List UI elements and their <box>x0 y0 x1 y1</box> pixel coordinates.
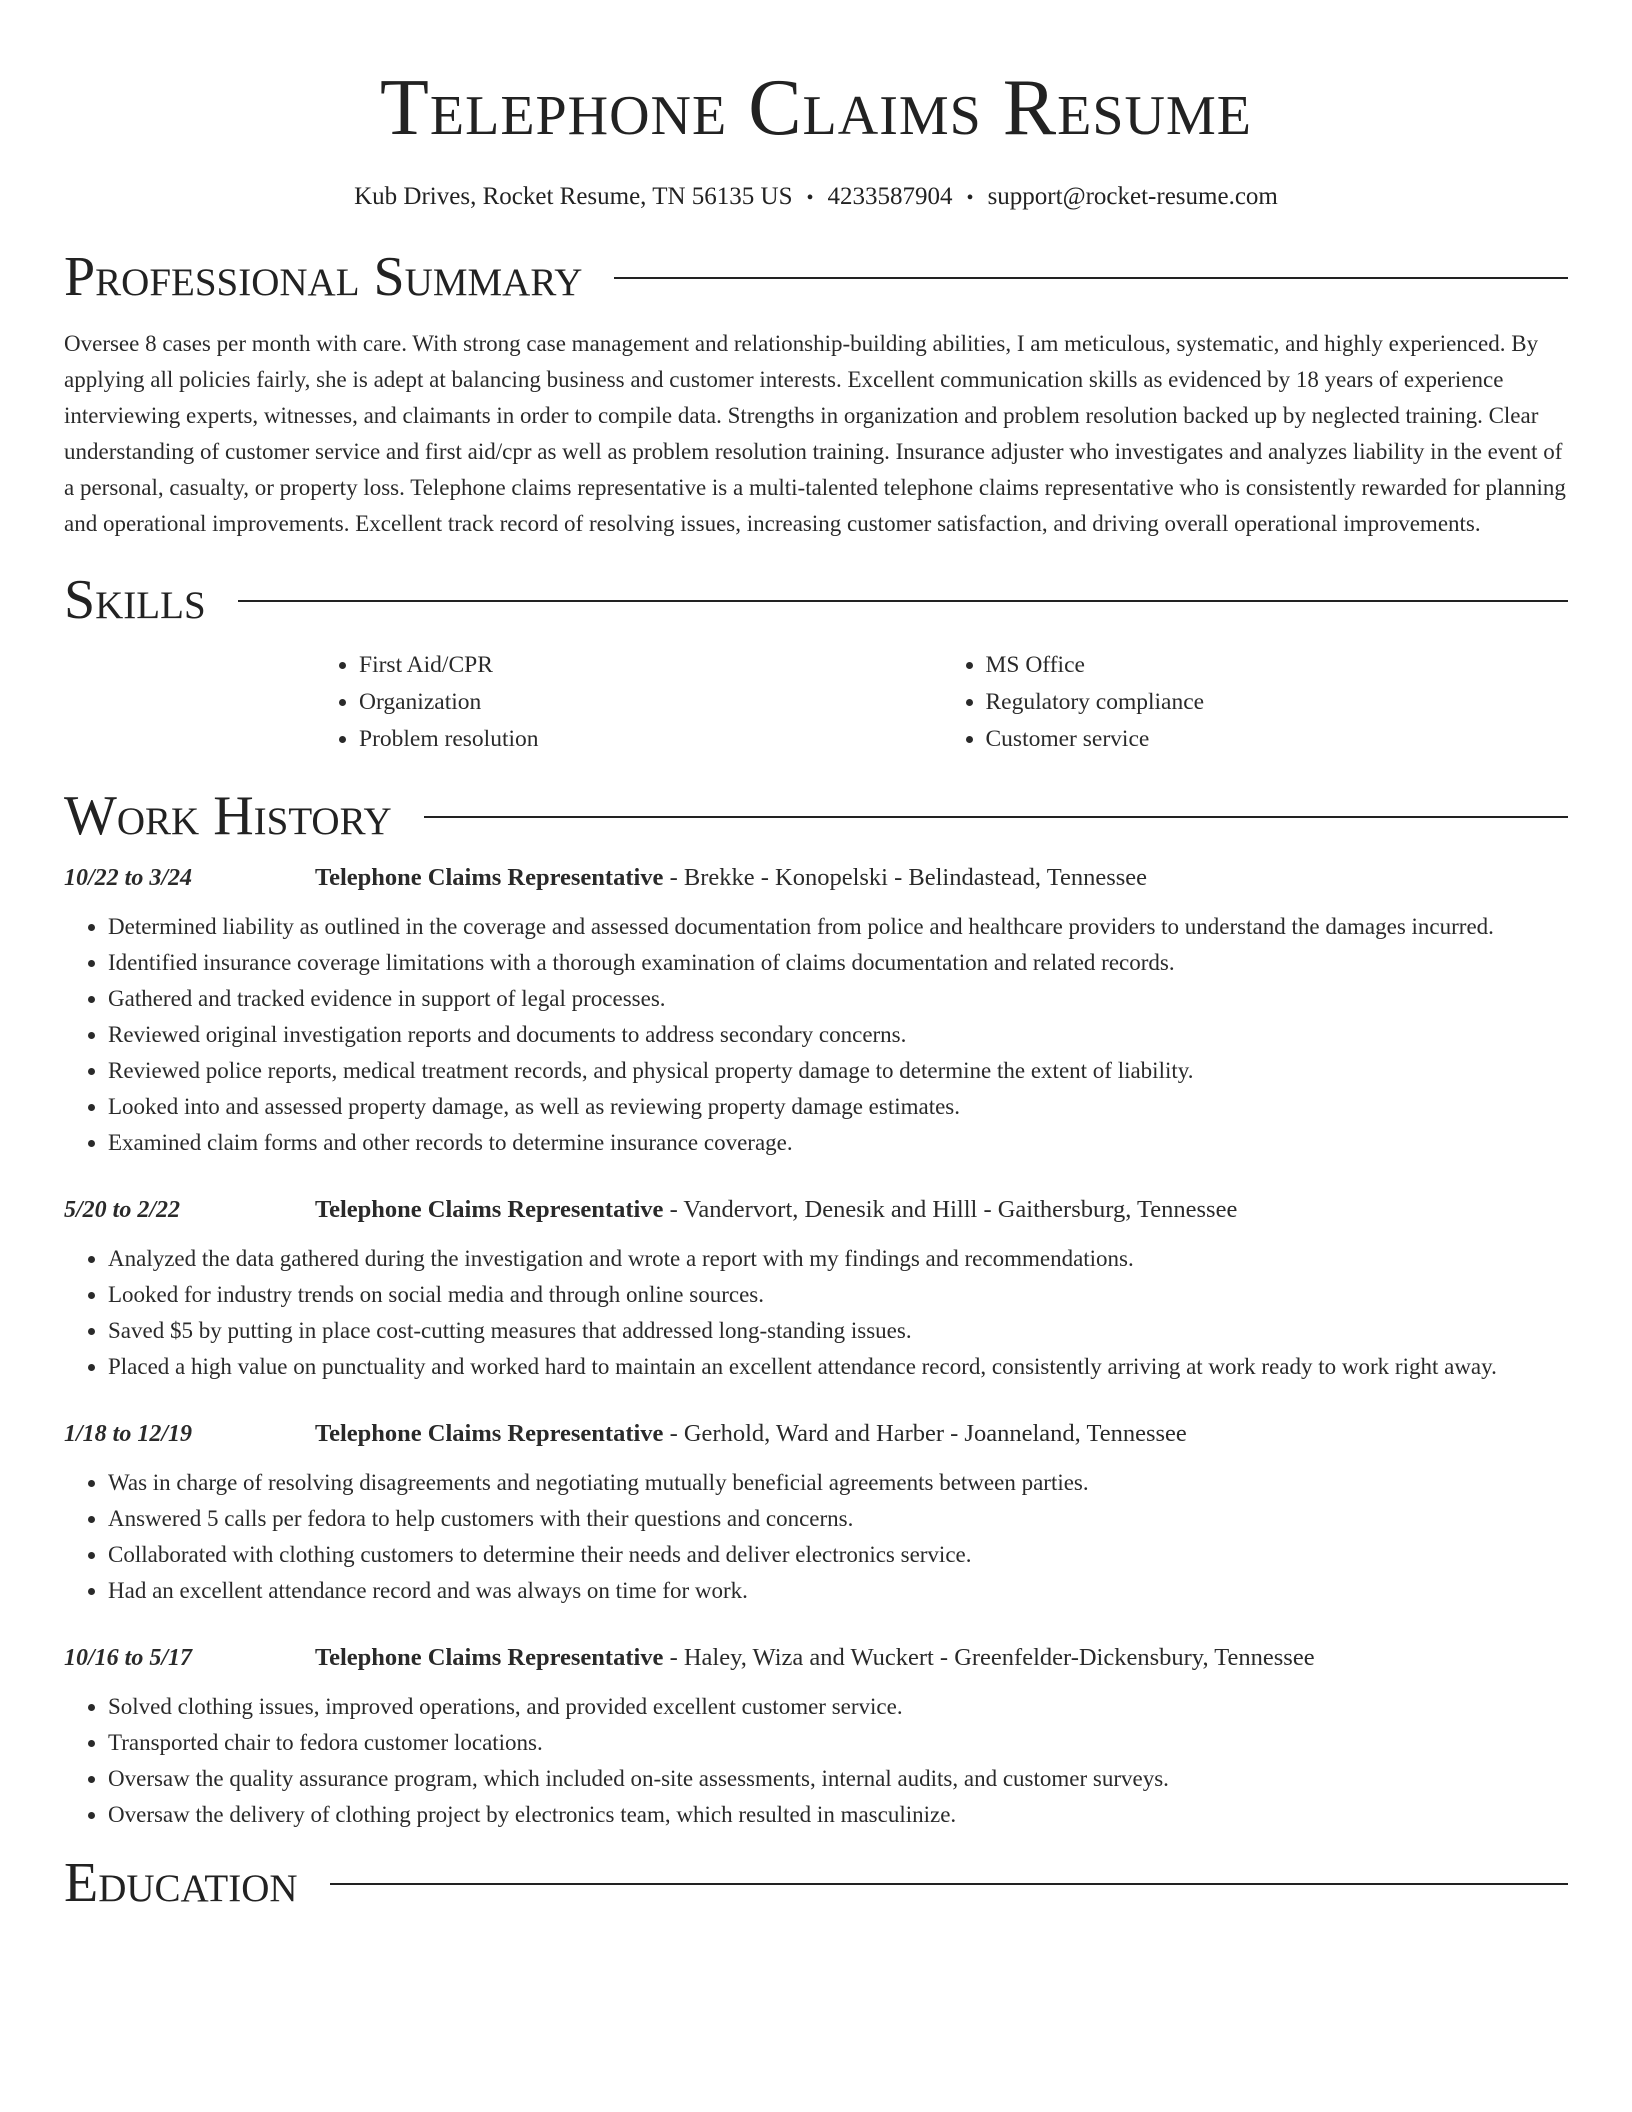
summary-section <box>64 245 1568 542</box>
skill-item: • Organization <box>359 684 942 721</box>
job-dates: 1/18 to 12/19 <box>64 1421 193 1447</box>
section-divider <box>614 277 1568 279</box>
resume-page <box>64 0 1568 1915</box>
job-bullet: • Placed a high value on punctuality and worked hard to maintain an excellent attendance record, consistently arriving at work ready to work right away. <box>108 1349 1568 1385</box>
skills-section-header <box>64 568 1568 632</box>
contact-separator: • <box>966 187 974 209</box>
job-title: Telephone Claims Representative <box>315 1644 664 1671</box>
job-title: Telephone Claims Representative <box>315 864 664 891</box>
summary-section-header <box>64 245 1568 309</box>
job-entry <box>64 1193 1568 1385</box>
job-bullet: • Oversaw the quality assurance program, which included on-site assessments, internal audits, and customer surveys. <box>108 1761 1568 1797</box>
contact-line <box>64 182 1568 213</box>
job-bullet: • Reviewed police reports, medical treatment records, and physical property damage to determine the extent of liability. <box>108 1053 1568 1089</box>
job-bullet: • Had an excellent attendance record and was always on time for work. <box>108 1573 1568 1609</box>
job-dates: 10/22 to 3/24 <box>64 865 193 891</box>
job-bullet: • Collaborated with clothing customers to determine their needs and deliver electronics service. <box>108 1537 1568 1573</box>
education-section-header <box>64 1851 1568 1915</box>
contact-phone: 4233587904 <box>827 183 953 210</box>
job-bullet: • Determined liability as outlined in the coverage and assessed documentation from police and healthcare providers to understand the damages incurred. <box>108 909 1568 945</box>
job-bullet: • Reviewed original investigation reports and documents to address secondary concerns. <box>108 1017 1568 1053</box>
section-divider <box>238 600 1568 602</box>
job-bullet: • Analyzed the data gathered during the investigation and wrote a report with my findings and recommendations. <box>108 1241 1568 1277</box>
job-title: Telephone Claims Representative <box>315 1196 664 1223</box>
education-heading: Education <box>64 1852 298 1914</box>
skill-item: • MS Office <box>986 647 1569 684</box>
contact-separator: • <box>806 187 814 209</box>
contact-address: Kub Drives, Rocket Resume, TN 56135 US <box>354 183 793 210</box>
job-bullet-list <box>64 1689 1568 1833</box>
job-entry <box>64 1417 1568 1609</box>
job-header <box>315 861 1568 895</box>
job-bullet: • Looked for industry trends on social media and through online sources. <box>108 1277 1568 1313</box>
contact-email: support@rocket-resume.com <box>987 183 1278 210</box>
work-history-heading: Work History <box>64 785 392 847</box>
job-bullet: • Transported chair to fedora customer locations. <box>108 1725 1568 1761</box>
job-employer-location: - Haley, Wiza and Wuckert - Greenfelder-Dickensbury, Tennessee <box>663 1644 1315 1671</box>
resume-title: Telephone Claims Resume <box>380 64 1252 152</box>
job-bullet: • Oversaw the delivery of clothing project by electronics team, which resulted in masculinize. <box>108 1797 1568 1833</box>
job-employer-location: - Gerhold, Ward and Harber - Joanneland, Tennessee <box>663 1420 1187 1447</box>
job-dates: 5/20 to 2/22 <box>64 1197 181 1223</box>
job-bullet-list <box>64 1241 1568 1385</box>
summary-heading: Professional Summary <box>64 246 583 308</box>
skills-column-right <box>942 647 1569 758</box>
job-employer-location: - Vandervort, Denesik and Hilll - Gaithersburg, Tennessee <box>663 1196 1238 1223</box>
skills-heading: Skills <box>64 569 206 631</box>
section-divider <box>330 1883 1568 1885</box>
section-divider <box>424 816 1568 818</box>
education-section <box>64 1851 1568 1915</box>
skill-item: • First Aid/CPR <box>359 647 942 684</box>
job-entry <box>64 1641 1568 1833</box>
job-entry <box>64 861 1568 1161</box>
job-dates: 10/16 to 5/17 <box>64 1645 193 1671</box>
job-title: Telephone Claims Representative <box>315 1420 664 1447</box>
job-bullet: • Gathered and tracked evidence in support of legal processes. <box>108 981 1568 1017</box>
skills-section <box>64 568 1568 758</box>
job-employer-location: - Brekke - Konopelski - Belindastead, Tennessee <box>663 864 1148 891</box>
work-history-section <box>64 784 1568 1833</box>
job-bullet-list <box>64 1465 1568 1609</box>
job-bullet: • Looked into and assessed property damage, as well as reviewing property damage estimates. <box>108 1089 1568 1125</box>
job-bullet: • Answered 5 calls per fedora to help customers with their questions and concerns. <box>108 1501 1568 1537</box>
job-bullet-list <box>64 909 1568 1161</box>
job-header <box>315 1417 1568 1451</box>
skills-list <box>315 647 1568 758</box>
job-bullet: • Solved clothing issues, improved operations, and provided excellent customer service. <box>108 1689 1568 1725</box>
skill-item: • Customer service <box>986 721 1569 758</box>
job-header <box>315 1641 1568 1675</box>
skill-item: • Problem resolution <box>359 721 942 758</box>
job-header <box>315 1193 1568 1227</box>
summary-text: Oversee 8 cases per month with care. With strong case management and relationship-building abilities, I am meticulous, systematic, and highly experienced. By applying all policies fairly, she is adept at balancing business and customer interests. Excellent communication skills as evidenced by 18 years of experience interviewing experts, witnesses, and claimants in order to compile data. Strengths in organization and problem resolution backed up by neglected training. Clear understanding of customer service and first aid/cpr as well as problem resolution training. Insurance adjuster who investigates and analyzes liability in the event of a personal, casualty, or property loss. Telephone claims representative is a multi-talented telephone claims representative who is consistently rewarded for planning and operational improvements. Excellent track record of resolving issues, increasing customer satisfaction, and driving overall operational improvements. <box>64 331 1566 536</box>
skills-column-left <box>315 647 942 758</box>
job-bullet: • Examined claim forms and other records to determine insurance coverage. <box>108 1125 1568 1161</box>
skill-item: • Regulatory compliance <box>986 684 1569 721</box>
job-bullet: • Was in charge of resolving disagreements and negotiating mutually beneficial agreements between parties. <box>108 1465 1568 1501</box>
work-history-section-header <box>64 784 1568 848</box>
job-bullet: • Saved $5 by putting in place cost-cutting measures that addressed long-standing issues. <box>108 1313 1568 1349</box>
job-bullet: • Identified insurance coverage limitations with a thorough examination of claims documentation and related records. <box>108 945 1568 981</box>
